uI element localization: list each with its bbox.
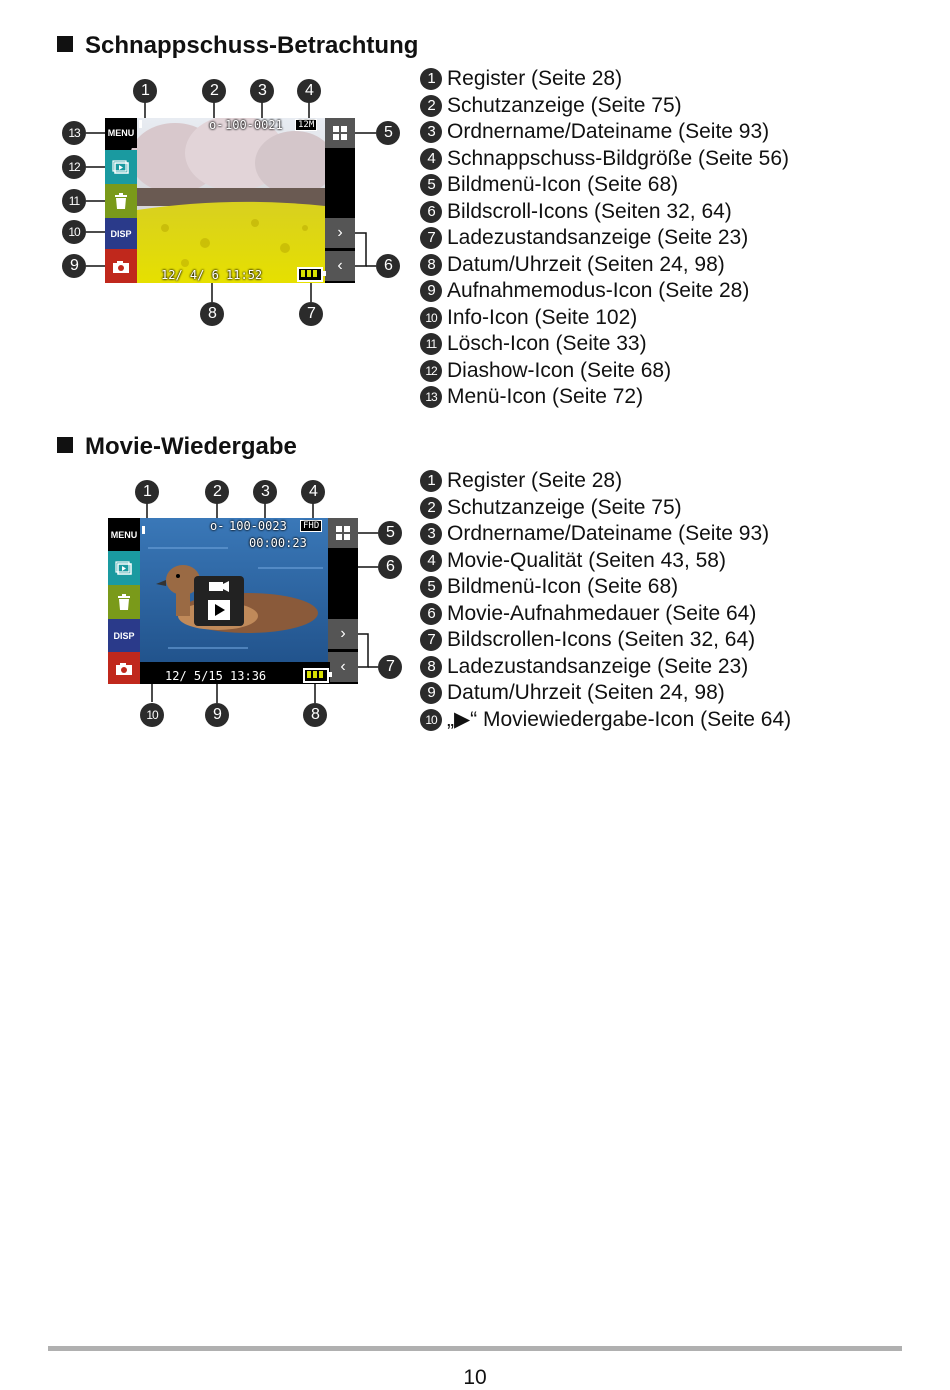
- legend-number: 4: [420, 148, 442, 170]
- delete-icon[interactable]: [108, 585, 140, 619]
- legend-item: [420, 146, 789, 173]
- datetime-display: 12/ 4/ 6 11:52: [161, 268, 263, 282]
- legend-item: [420, 468, 791, 495]
- callout-10: 10: [62, 220, 86, 244]
- callout-3: 3: [250, 79, 274, 103]
- legend-number: 3: [420, 523, 442, 545]
- legend-text: Datum/Uhrzeit (Seiten 24, 98): [447, 681, 725, 704]
- legend-item: [420, 495, 791, 522]
- legend-text: Schnappschuss-Bildgröße (Seite 56): [447, 146, 790, 170]
- callout-8: 8: [200, 302, 224, 326]
- legend-item: [420, 601, 791, 628]
- callout-13: 13: [62, 121, 86, 145]
- callout-7: 7: [299, 302, 323, 326]
- image-size-badge: 12M: [295, 119, 317, 131]
- legend-item: [420, 548, 791, 575]
- legend-number: 5: [420, 576, 442, 598]
- callout-6: 6: [376, 254, 400, 278]
- disp-label: DISP: [113, 630, 135, 641]
- callout-10: 10: [140, 703, 164, 727]
- legend-item: [420, 331, 789, 358]
- legend-text: Register (Seite 28): [447, 67, 623, 90]
- legend-text: Lösch-Icon (Seite 33): [447, 332, 647, 355]
- legend-item: [420, 93, 789, 120]
- scroll-next-icon[interactable]: ›: [325, 218, 355, 248]
- callout-1: 1: [133, 79, 157, 103]
- legend-number: 5: [420, 174, 442, 196]
- legend-text: Movie-Aufnahmedauer (Seite 64): [447, 601, 757, 625]
- legend-item: [420, 199, 789, 226]
- section-title: Movie-Wiedergabe: [85, 433, 297, 460]
- legend-number: 12: [420, 360, 442, 382]
- callout-4: 4: [297, 79, 321, 103]
- protect-key-icon: o-: [209, 118, 224, 132]
- menu-icon[interactable]: [108, 518, 140, 551]
- callout-12: 12: [62, 155, 86, 179]
- legend-item: [420, 305, 789, 332]
- callout-5: 5: [378, 521, 402, 545]
- tab-marker: [142, 526, 145, 534]
- legend-text: Schutzanzeige (Seite 75): [447, 93, 682, 117]
- legend-item: [420, 627, 791, 654]
- legend-item: [420, 384, 789, 411]
- legend-text: Ladezustandsanzeige (Seite 23): [447, 654, 749, 678]
- slideshow-glyph: [115, 561, 133, 575]
- legend-item: [420, 252, 789, 279]
- scroll-prev-icon[interactable]: ‹: [325, 251, 355, 281]
- legend-text: Bildscroll-Icons (Seiten 32, 64): [447, 199, 732, 223]
- legend-number: 9: [420, 280, 442, 302]
- legend-text: Info-Icon (Seite 102): [447, 305, 638, 329]
- callout-5: 5: [376, 121, 400, 145]
- legend-number: 7: [420, 227, 442, 249]
- legend-number: 6: [420, 201, 442, 223]
- section-title: Schnappschuss-Betrachtung: [85, 32, 419, 59]
- movie-play-icon: [194, 576, 244, 626]
- legend-number: 3: [420, 121, 442, 143]
- legend-movie: [420, 468, 791, 733]
- legend-number: 2: [420, 95, 442, 117]
- legend-number: 4: [420, 550, 442, 572]
- legend-item: [420, 654, 791, 681]
- protect-key-icon: o-: [210, 519, 225, 533]
- legend-snapshot: [420, 66, 789, 411]
- legend-text: Diashow-Icon (Seite 68): [447, 358, 672, 382]
- legend-text: Ordnername/Dateiname (Seite 93): [447, 120, 770, 143]
- legend-item: [420, 278, 789, 305]
- datetime-display: 12/ 5/15 13:36: [165, 669, 267, 683]
- legend-number: 10: [420, 307, 442, 329]
- callout-7: 7: [378, 655, 402, 679]
- legend-text: Ordnername/Dateiname (Seite 93): [447, 522, 770, 545]
- legend-text: Menü-Icon (Seite 72): [447, 385, 644, 408]
- legend-text: Register (Seite 28): [447, 469, 623, 492]
- disp-label: DISP: [110, 228, 132, 239]
- legend-item: [420, 66, 789, 93]
- info-icon[interactable]: [108, 619, 140, 652]
- movie-play-panel[interactable]: [194, 576, 244, 626]
- legend-item: [420, 707, 791, 734]
- menu-label: MENU: [110, 529, 138, 540]
- scroll-next-icon[interactable]: ›: [328, 619, 358, 649]
- legend-number: 7: [420, 629, 442, 651]
- callout-2: 2: [202, 79, 226, 103]
- page-number: 10: [463, 1366, 487, 1389]
- legend-text: Ladezustandsanzeige (Seite 23): [447, 226, 749, 249]
- legend-number: 2: [420, 497, 442, 519]
- legend-item: [420, 574, 791, 601]
- legend-number: 13: [420, 386, 442, 408]
- legend-item: [420, 225, 789, 252]
- legend-number: 6: [420, 603, 442, 625]
- record-mode-icon[interactable]: [108, 652, 140, 684]
- trash-glyph: [117, 594, 131, 610]
- legend-number: 10: [420, 709, 442, 731]
- movie-quality-badge: FHD: [300, 520, 322, 532]
- callout-9: 9: [62, 254, 86, 278]
- legend-item: [420, 358, 789, 385]
- legend-number: 1: [420, 470, 442, 492]
- callout-2: 2: [205, 480, 229, 504]
- legend-text: Datum/Uhrzeit (Seiten 24, 98): [447, 252, 725, 276]
- legend-text: Bildmenü-Icon (Seite 68): [447, 575, 679, 598]
- legend-item: [420, 119, 789, 146]
- legend-number: 9: [420, 682, 442, 704]
- legend-text: Movie-Qualität (Seiten 43, 58): [447, 548, 726, 572]
- legend-item: [420, 172, 789, 199]
- image-menu-icon[interactable]: [328, 518, 358, 548]
- filename: 100-0023: [229, 519, 287, 533]
- legend-number: 11: [420, 333, 442, 355]
- scroll-prev-icon[interactable]: ‹: [328, 652, 358, 682]
- camera-glyph: [115, 662, 133, 675]
- menu-label: MENU: [107, 128, 135, 138]
- legend-number: 1: [420, 68, 442, 90]
- legend-number: 8: [420, 254, 442, 276]
- movie-duration: 00:00:23: [249, 536, 307, 550]
- filename: 100-0021: [225, 118, 283, 132]
- callout-11: 11: [62, 189, 86, 213]
- legend-item: [420, 680, 791, 707]
- legend-text: Bildscrollen-Icons (Seiten 32, 64): [447, 628, 756, 651]
- footer-rule: [48, 1346, 902, 1351]
- legend-number: 8: [420, 656, 442, 678]
- legend-text: „▶“ Moviewiedergabe-Icon (Seite 64): [447, 707, 792, 731]
- callout-8: 8: [303, 703, 327, 727]
- slideshow-icon[interactable]: [108, 551, 140, 585]
- callout-9: 9: [205, 703, 229, 727]
- legend-item: [420, 521, 791, 548]
- callout-3: 3: [253, 480, 277, 504]
- callout-1: 1: [135, 480, 159, 504]
- grid-glyph: [336, 526, 350, 540]
- camera-screen-movie: [108, 518, 358, 684]
- battery-indicator: [303, 668, 329, 683]
- legend-text: Aufnahmemodus-Icon (Seite 28): [447, 279, 750, 302]
- legend-text: Bildmenü-Icon (Seite 68): [447, 173, 679, 196]
- legend-text: Schutzanzeige (Seite 75): [447, 495, 682, 519]
- callout-6: 6: [378, 555, 402, 579]
- callout-4: 4: [301, 480, 325, 504]
